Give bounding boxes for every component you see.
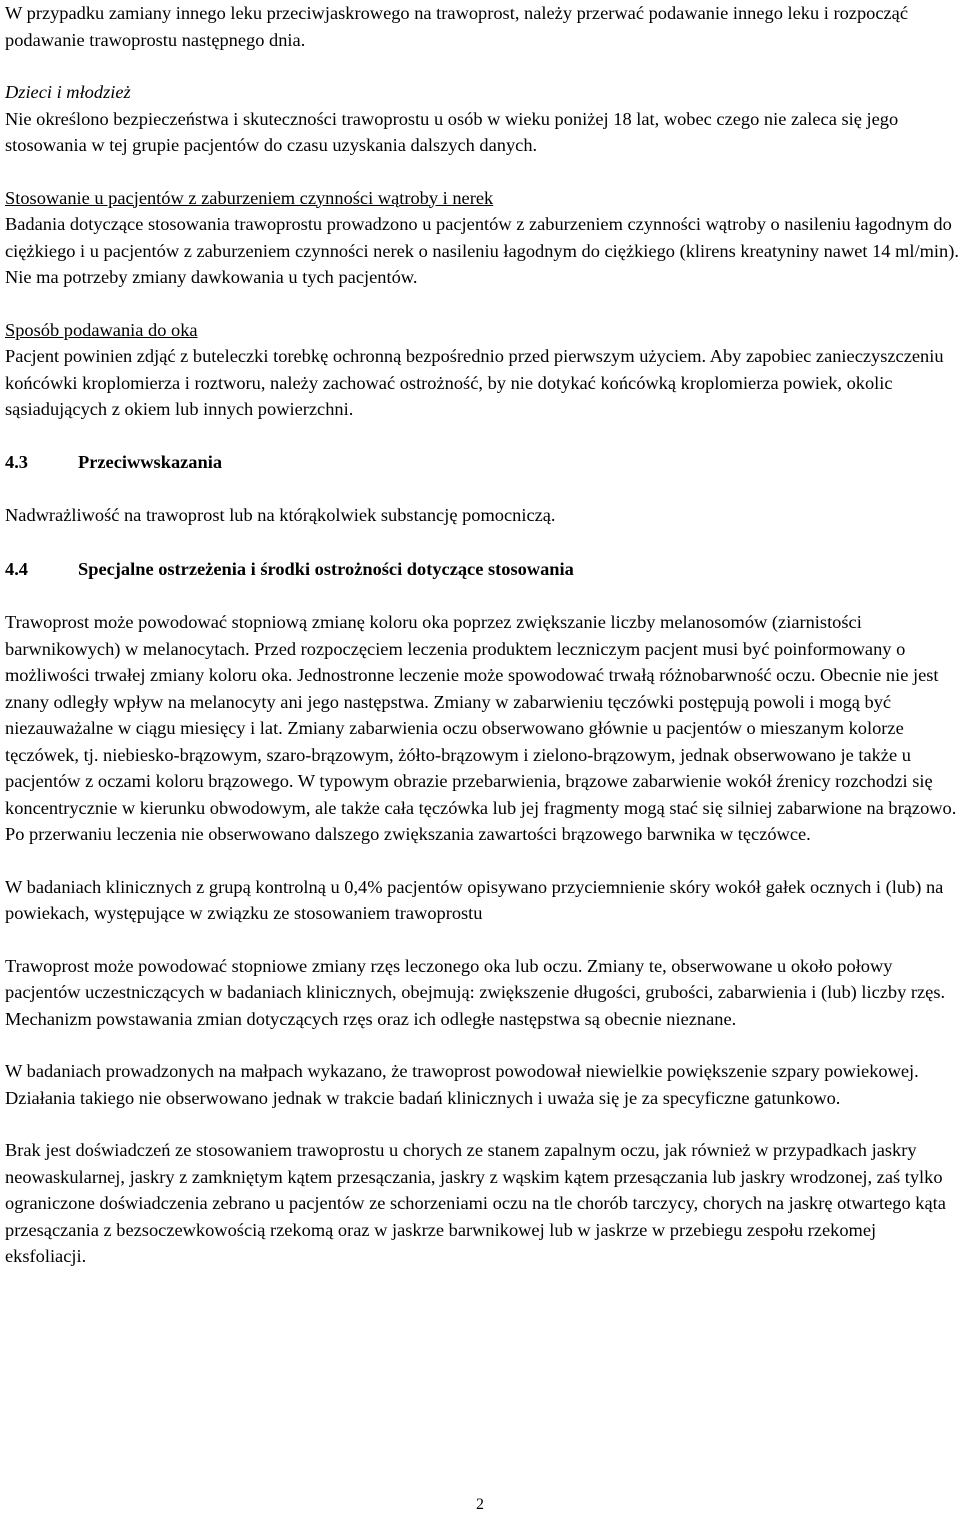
section-4-4-paragraph: Trawoprost może powodować stopniową zmianę koloru oka poprzez zwiększanie liczby melanosomów (ziarnistości barwnikowych) w melanocytach. Przed rozpoczęciem leczenia produktem leczniczym pacjent musi być poinformowany o możliwości trwałej zmiany koloru oka. Jednostronne leczenie może spowodować trwałą różnobarwność oczu. Obecnie nie jest znany odległy wpływ na melanocyty ani jego następstwa. Zmiany w zabarwieniu tęczówki postępują powoli i mogą być niezauważalne w ciągu miesięcy i lat. Zmiany zabarwienia oczu obserwowano głównie u pacjentów o mieszanym kolorze tęczówek, tj. niebiesko-brązowym, szaro-brązowym, żółto-brązowym i zielono-brązowym, jednak obserwowano je także u pacjentów z oczami koloru brązowego. W typowym obrazie przebarwienia, brązowe zabarwienie wokół źrenicy rozchodzi się koncentrycznie w kierunku obwodowym, ale także cała tęczówka lub jej fragmenty mogą stać się silniej zabarwione na brązowo. Po przerwaniu leczenia nie obserwowano dalszego zwiększania zawartości brązowego barwnika w tęczówce. — [5, 612, 957, 844]
section-4-4-paragraph: W badaniach prowadzonych na małpach wykazano, że trawoprost powodował niewielkie powiększenie szpary powiekowej. Działania takiego nie obserwowano jednak w trakcie badań klinicznych i uważa się je za specyficzne gatunkowo. — [5, 1061, 919, 1108]
section-4-3-heading — [5, 449, 960, 476]
section-4-4-title: Specjalne ostrzeżenia i środki ostrożności dotyczące stosowania — [78, 558, 574, 579]
section-4-4-paragraph: W badaniach klinicznych z grupą kontrolną u 0,4% pacjentów opisywano przyciemnienie skóry wokół gałek ocznych i (lub) na powiekach, występujące w związku ze stosowaniem trawoprostu — [5, 876, 944, 923]
hepatic-renal-subheading: Stosowanie u pacjentów z zaburzeniem czynności wątroby i nerek — [5, 187, 494, 208]
page-number: 2 — [476, 1496, 484, 1513]
document-page — [5, 0, 960, 1270]
section-4-4-paragraph: Brak jest doświadczeń ze stosowaniem trawoprostu u chorych ze stanem zapalnym oczu, jak również w przypadkach jaskry neowaskularnej, jaskry z zamkniętym kątem przesączania, jaskry z wąskim kątem przesączania lub jaskry wrodzonej, zaś tylko ograniczone doświadczenia zebrano u pacjentów ze schorzeniami oczu na tle chorób tarczycy, chorych na jaskrę otwartego kąta przesączania z bezsoczewkowością rzekomą oraz w jaskrze barwnikowej lub w jaskrze w przebiegu zespołu rzekomej eksfoliacji. — [5, 1140, 946, 1266]
intro-paragraph: W przypadku zamiany innego leku przeciwjaskrowego na trawoprost, należy przerwać podawanie innego leku i rozpocząć podawanie trawoprostu następnego dnia. — [5, 3, 908, 50]
administration-subheading: Sposób podawania do oka — [5, 319, 198, 340]
section-4-3-number: 4.3 — [5, 451, 28, 472]
section-4-3-title: Przeciwwskazania — [78, 451, 223, 472]
section-4-4-paragraph: Trawoprost może powodować stopniowe zmiany rzęs leczonego oka lub oczu. Zmiany te, obserwowane u około połowy pacjentów uczestniczących w badaniach klinicznych, obejmują: zwiększenie długości, grubości, zabarwienia i (lub) liczby rzęs. Mechanizm powstawania zmian dotyczących rzęs oraz ich odległe następstwa są obecnie nieznane. — [5, 955, 946, 1029]
administration-paragraph: Pacjent powinien zdjąć z buteleczki torebkę ochronną bezpośrednio przed pierwszym użyciem. Aby zapobiec zanieczyszczeniu końcówki kroplomierza i roztworu, należy zachować ostrożność, by nie dotykać końcówką kroplomierza powiek, okolic sąsiadujących z okiem lub innych powierzchni. — [5, 346, 944, 419]
hepatic-renal-paragraph: Badania dotyczące stosowania trawoprostu prowadzono u pacjentów z zaburzeniem czynności wątroby o nasileniu łagodnym do ciężkiego i u pacjentów z zaburzeniem czynności nerek o nasileniu łagodnym do ciężkiego (klirens kreatyniny nawet 14 ml/min). Nie ma potrzeby zmiany dawkowania u tych pacjentów. — [5, 214, 959, 287]
section-4-4-heading — [5, 556, 960, 583]
children-paragraph: Nie określono bezpieczeństwa i skuteczności trawoprostu u osób w wieku poniżej 18 lat, wobec czego nie zaleca się jego stosowania w tej grupie pacjentów do czasu uzyskania dalszych danych. — [5, 108, 899, 155]
children-subheading: Dzieci i młodzież — [5, 82, 131, 102]
section-4-3-paragraph: Nadwrażliwość na trawoprost lub na którąkolwiek substancję pomocniczą. — [5, 505, 556, 525]
section-4-4-number: 4.4 — [5, 558, 28, 579]
